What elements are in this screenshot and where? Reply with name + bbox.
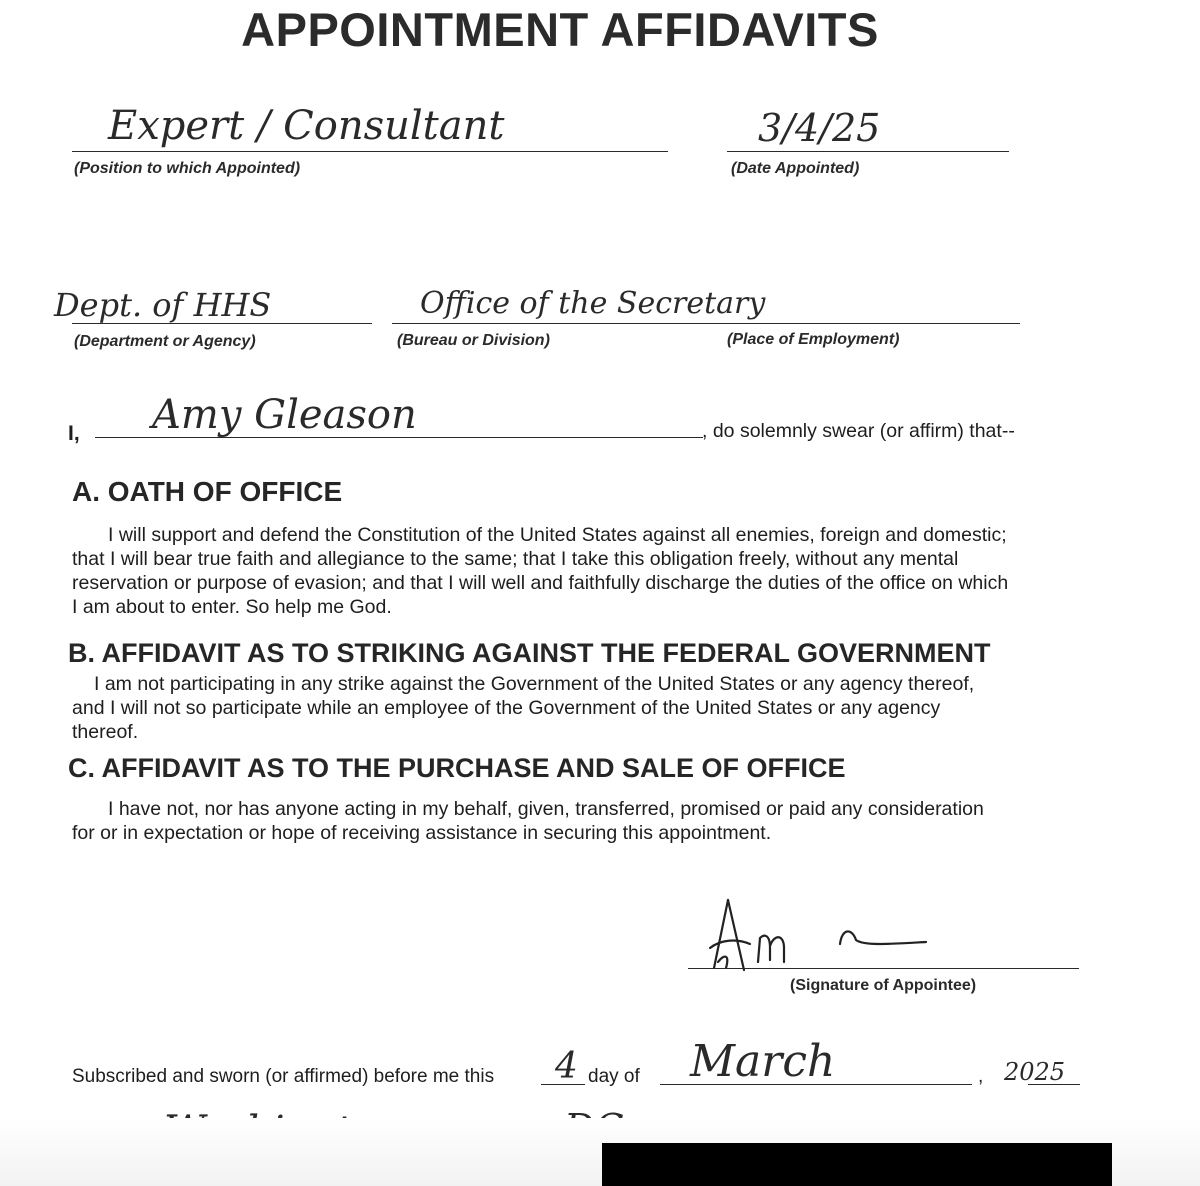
section-c-heading: C. AFFIDAVIT AS TO THE PURCHASE AND SALE OF OFFICE — [68, 753, 846, 783]
section-b-line: thereof. — [72, 721, 139, 743]
section-b-line: I am not participating in any strike against the Government of the United States or any agency thereof, — [94, 673, 975, 695]
appointee-name-value: Amy Gleason — [152, 392, 417, 438]
section-b-heading: B. AFFIDAVIT AS TO STRIKING AGAINST THE FEDERAL GOVERNMENT — [68, 638, 991, 668]
section-a-heading: A. OATH OF OFFICE — [72, 476, 343, 507]
department-label: (Department or Agency) — [74, 333, 256, 350]
sworn-comma: , — [978, 1066, 984, 1087]
section-b-line: and I will not so participate while an employee of the Government of the United States or any agency — [72, 697, 941, 719]
appointee-signature — [700, 888, 960, 988]
redaction-block — [602, 1143, 1112, 1186]
section-a-text — [72, 523, 1132, 619]
position-value: Expert / Consultant — [108, 103, 505, 149]
sworn-day-line — [541, 1084, 585, 1085]
position-line — [72, 151, 668, 152]
sworn-year-underline — [1028, 1084, 1080, 1085]
section-c-text — [72, 797, 1132, 845]
section-a-line: that I will bear true faith and allegiance to the same; that I take this obligation freely, without any mental — [72, 548, 959, 570]
sworn-month-line — [660, 1084, 972, 1085]
date-appointed-label: (Date Appointed) — [731, 160, 860, 177]
signature-label: (Signature of Appointee) — [790, 977, 977, 994]
form-title: APPOINTMENT AFFIDAVITS — [241, 3, 879, 56]
section-c-line: for or in expectation or hope of receiving assistance in securing this appointment. — [72, 822, 772, 844]
place-label: (Place of Employment) — [727, 331, 900, 348]
section-a-line: reservation or purpose of evasion; and that I will well and faithfully discharge the duties of the office on which — [72, 572, 1009, 594]
section-a-line: I am about to enter. So help me God. — [72, 596, 392, 618]
signature-line — [688, 968, 1079, 969]
oath-prefix: I, — [68, 422, 80, 445]
position-label: (Position to which Appointed) — [74, 160, 301, 177]
department-line — [72, 323, 372, 324]
sworn-year-value: 2025 — [1004, 1058, 1066, 1086]
department-value: Dept. of HHS — [54, 286, 272, 324]
bureau-value: Office of the Secretary — [420, 286, 766, 321]
section-a-line: I will support and defend the Constitution of the United States against all enemies, foreign and domestic; — [108, 524, 1007, 546]
oath-suffix: , do solemnly swear (or affirm) that-- — [702, 420, 1015, 442]
date-appointed-value: 3/4/25 — [758, 106, 881, 150]
section-b-text — [72, 672, 1132, 744]
bureau-label: (Bureau or Division) — [397, 332, 550, 349]
section-c-line: I have not, nor has anyone acting in my behalf, given, transferred, promised or paid any consideration — [108, 798, 984, 820]
date-appointed-line — [727, 151, 1009, 152]
appointee-name-line — [95, 437, 703, 438]
sworn-day-word: day of — [588, 1066, 640, 1087]
sworn-month-value: March — [690, 1036, 836, 1087]
sworn-day-value: 4 — [555, 1046, 578, 1087]
bureau-line — [392, 323, 1020, 324]
sworn-prefix: Subscribed and sworn (or affirmed) before me this — [72, 1066, 495, 1087]
